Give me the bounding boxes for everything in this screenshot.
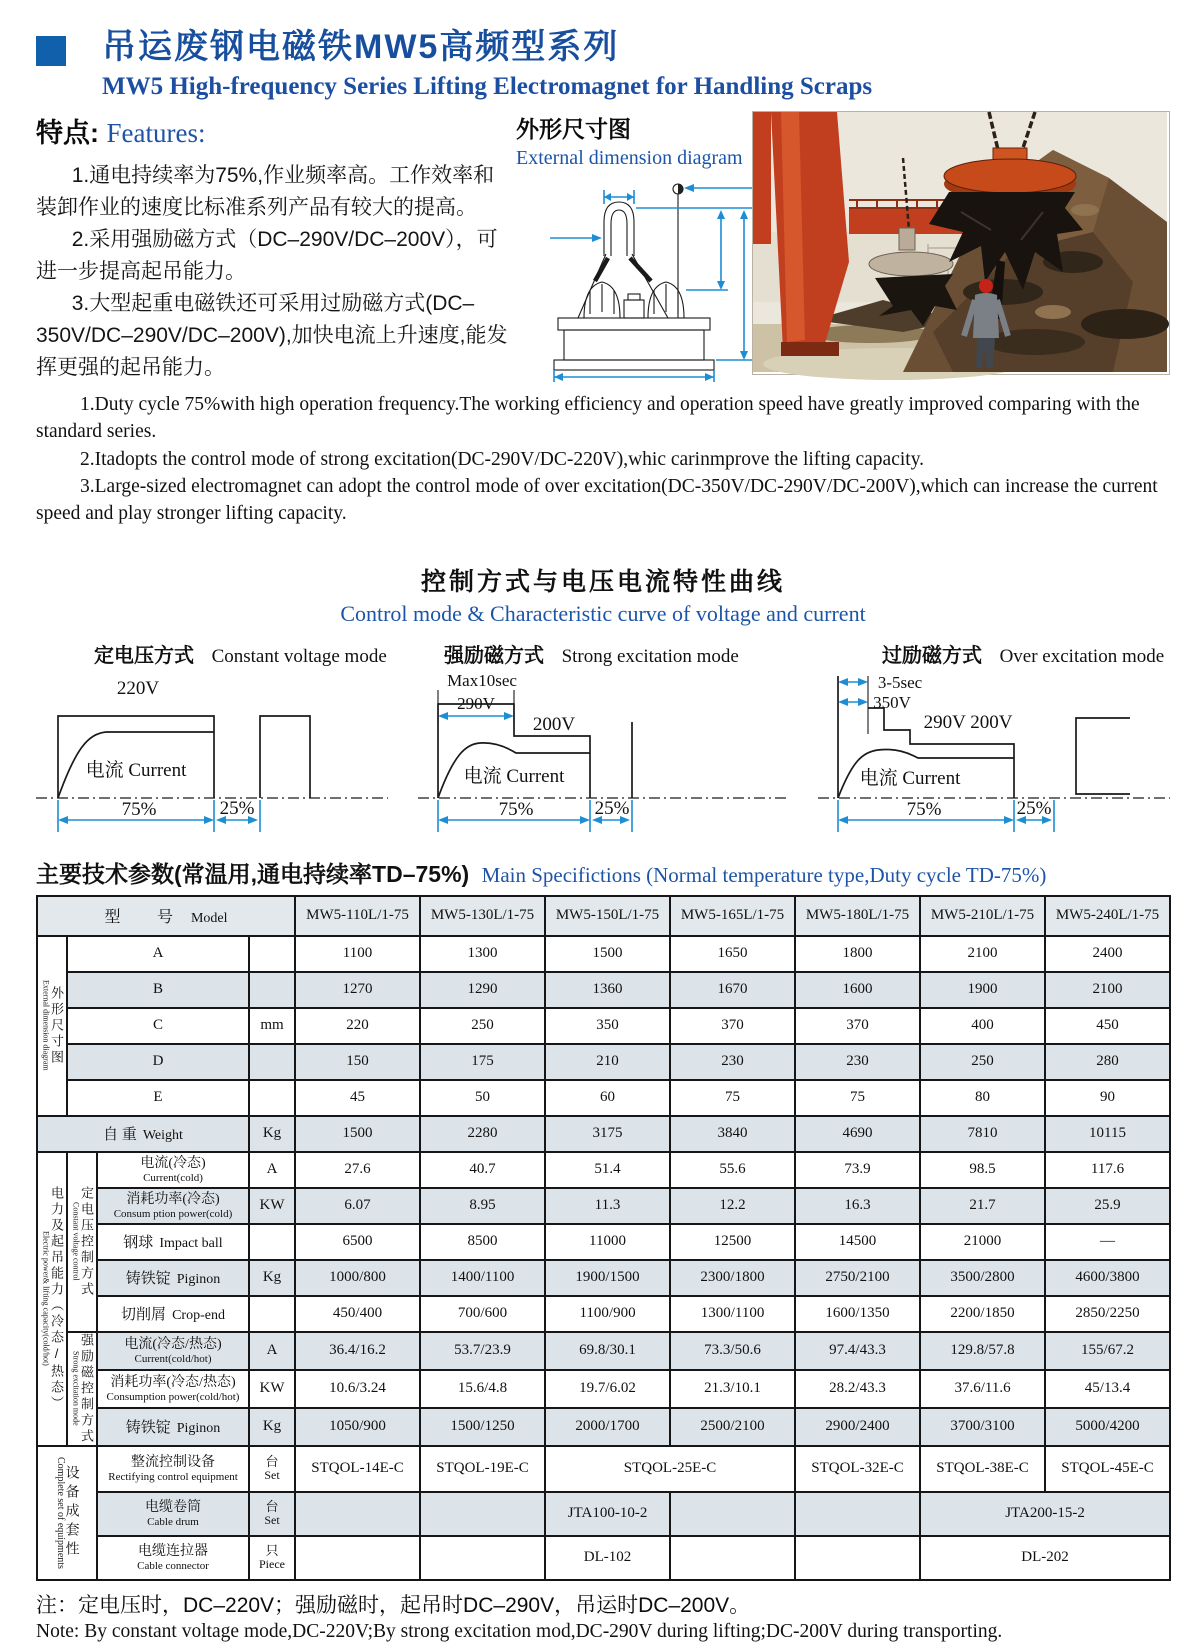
unit-cell [249, 972, 295, 1008]
spec-value-cell: 69.8/30.1 [545, 1332, 670, 1370]
chain-links [595, 258, 651, 281]
row-label: 整流控制设备 Rectifying control equipment [97, 1446, 249, 1492]
spec-value-cell: 12.2 [670, 1188, 795, 1224]
curve2-title-en: Strong excitation mode [561, 645, 739, 667]
svg-text:75%: 75% [906, 798, 942, 820]
spec-value-cell: 21.3/10.1 [670, 1370, 795, 1408]
unit-cell [249, 1080, 295, 1116]
spec-value-cell: 1650 [670, 936, 795, 972]
spec-value-cell: 2400 [1045, 936, 1170, 972]
unit-cell: mm [249, 1008, 295, 1044]
row-label: E [67, 1080, 249, 1116]
svg-text:75%: 75% [121, 798, 157, 820]
spec-value-cell: 51.4 [545, 1152, 670, 1188]
dim-diagram-title-zh: 外形尺寸图 [516, 116, 631, 143]
row-label: 消耗功率(冷态/热态) Consumption power(cold/hot) [97, 1370, 249, 1408]
spec-value-cell: 1400/1100 [420, 1260, 545, 1296]
spec-value-cell [795, 1492, 920, 1536]
spec-value-cell: 1300 [420, 936, 545, 972]
model-col: MW5-210L/1-75 [920, 896, 1045, 936]
spec-title [36, 856, 1170, 889]
model-col: MW5-150L/1-75 [545, 896, 670, 936]
dimension-lines [550, 184, 766, 382]
spec-value-cell: 1500 [295, 1116, 420, 1152]
curve1-title-en: Constant voltage mode [211, 645, 387, 667]
spec-value-cell: STQOL-45E-C [1045, 1446, 1170, 1492]
spec-value-cell: 1100 [295, 936, 420, 972]
svg-text:220V: 220V [116, 677, 160, 699]
svg-text:25%: 25% [219, 797, 255, 819]
row-label: 钢球 Impact ball [97, 1224, 249, 1260]
model-header-row [37, 896, 1170, 936]
spec-value-cell: 450/400 [295, 1296, 420, 1332]
table-row [37, 1044, 1170, 1080]
spec-value-cell: STQOL-32E-C [795, 1446, 920, 1492]
spec-value-cell: 75 [795, 1080, 920, 1116]
spec-value-cell: 175 [420, 1044, 545, 1080]
spec-value-cell: 4690 [795, 1116, 920, 1152]
unit-cell: 台 Set [249, 1492, 295, 1536]
feature-item-zh: 3.大型起重电磁铁还可采用过励磁方式(DC–350V/DC–290V/DC–200V),加快电流上升速度,能发挥更强的起吊能力。 [36, 291, 508, 379]
svg-text:290V: 290V [457, 693, 495, 713]
spec-value-cell: 1300/1100 [670, 1296, 795, 1332]
spec-value-cell: 700/600 [420, 1296, 545, 1332]
group-ext-dimension: External dimension diagram 外形尺寸图 [37, 936, 67, 1116]
table-row [37, 1008, 1170, 1044]
model-col: MW5-130L/1-75 [420, 896, 545, 936]
spec-value-cell: 98.5 [920, 1152, 1045, 1188]
page-title-zh: 吊运废钢电磁铁MW5高频型系列 [102, 28, 620, 66]
feature-item-zh: 2.采用强励磁方式（DC–290V/DC–200V），可进一步提高起吊能力。 [36, 227, 498, 283]
feature-item-en: 2.Itadopts the control mode of strong excitation(DC-290V/DC-220V),whic carinmprove the lifting capacity. [80, 448, 925, 470]
spec-value-cell: 2900/2400 [795, 1408, 920, 1446]
table-row [37, 936, 1170, 972]
spec-value-cell: 129.8/57.8 [920, 1332, 1045, 1370]
features-paragraph-en [36, 391, 1170, 527]
row-label: A [67, 936, 249, 972]
top-section [36, 111, 1170, 381]
spec-value-cell: 73.3/50.6 [670, 1332, 795, 1370]
svg-text:75%: 75% [498, 798, 534, 820]
spec-value-cell: 1800 [795, 936, 920, 972]
spec-value-cell: 6500 [295, 1224, 420, 1260]
spec-value-cell: 75 [670, 1080, 795, 1116]
spec-value-cell: DL-102 [545, 1536, 670, 1580]
spec-value-cell: 45/13.4 [1045, 1370, 1170, 1408]
spec-value-cell: 2300/1800 [670, 1260, 795, 1296]
unit-cell: KW [249, 1188, 295, 1224]
row-label: 铸铁锭 Piginon [97, 1260, 249, 1296]
unit-cell: Kg [249, 1408, 295, 1446]
unit-cell: A [249, 1152, 295, 1188]
spec-value-cell [420, 1536, 545, 1580]
svg-text:电流 Current: 电流 Current [463, 765, 565, 787]
spec-value-cell: 150 [295, 1044, 420, 1080]
spec-value-cell: 2850/2250 [1045, 1296, 1170, 1332]
svg-text:200V: 200V [532, 713, 576, 735]
feature-item-zh: 1.通电持续率为75%,作业频率高。工作效率和装卸作业的速度比标准系列产品有较大的提高。 [36, 164, 495, 219]
table-row [37, 1080, 1170, 1116]
table-row [37, 1152, 1170, 1188]
unit-cell: A [249, 1332, 295, 1370]
spec-value-cell: 10.6/3.24 [295, 1370, 420, 1408]
spec-value-cell: 230 [670, 1044, 795, 1080]
spec-value-cell: 1900/1500 [545, 1260, 670, 1296]
spec-value-cell: JTA100-10-2 [545, 1492, 670, 1536]
spec-value-cell: STQOL-14E-C [295, 1446, 420, 1492]
features-heading-zh: 特点: [36, 118, 99, 149]
dimension-diagram-block [516, 111, 788, 389]
control-title-en: Control mode & Characteristic curve of voltage and current [340, 600, 866, 626]
spec-value-cell: 37.6/11.6 [920, 1370, 1045, 1408]
table-row [37, 1224, 1170, 1260]
spec-value-cell: 53.7/23.9 [420, 1332, 545, 1370]
spec-value-cell: 1600 [795, 972, 920, 1008]
row-label: 电缆卷筒 Cable drum [97, 1492, 249, 1536]
spec-value-cell: 45 [295, 1080, 420, 1116]
spec-value-cell: 1290 [420, 972, 545, 1008]
table-row [37, 1296, 1170, 1332]
row-label: D [67, 1044, 249, 1080]
spec-value-cell: 10115 [1045, 1116, 1170, 1152]
table-row-rectifier [37, 1446, 1170, 1492]
row-label: 铸铁锭 Piginon [97, 1408, 249, 1446]
table-row-cable-connector [37, 1536, 1170, 1580]
spec-value-cell: 1050/900 [295, 1408, 420, 1446]
table-row [37, 1408, 1170, 1446]
spec-value-cell: STQOL-38E-C [920, 1446, 1045, 1492]
spec-value-cell: JTA200-15-2 [920, 1492, 1170, 1536]
spec-value-cell: 1500 [545, 936, 670, 972]
row-label: 电流(冷态) Current(cold) [97, 1152, 249, 1188]
spec-value-cell: 36.4/16.2 [295, 1332, 420, 1370]
curve3-title-en: Over excitation mode [999, 645, 1165, 667]
spec-value-cell: 16.3 [795, 1188, 920, 1224]
spec-value-cell: 73.9 [795, 1152, 920, 1188]
spec-value-cell: 50 [420, 1080, 545, 1116]
table-row [37, 1188, 1170, 1224]
spec-value-cell: 1360 [545, 972, 670, 1008]
spec-value-cell: 25.9 [1045, 1188, 1170, 1224]
spec-value-cell: 1270 [295, 972, 420, 1008]
unit-cell [249, 1296, 295, 1332]
spec-value-cell: DL-202 [920, 1536, 1170, 1580]
svg-text:350V: 350V [873, 692, 911, 712]
spec-value-cell: 6.07 [295, 1188, 420, 1224]
footnotes [36, 1589, 1170, 1643]
curve-panel-constant-voltage [36, 639, 388, 838]
spec-value-cell: 2000/1700 [545, 1408, 670, 1446]
curve3-title-zh: 过励磁方式 [882, 644, 982, 667]
spec-value-cell [295, 1536, 420, 1580]
group-constant-voltage: Constant voltage control 定电压控制方式 [67, 1152, 97, 1332]
spec-value-cell: 28.2/43.3 [795, 1370, 920, 1408]
spec-value-cell: 1100/900 [545, 1296, 670, 1332]
group-complete-set: Complete set of equipments 设备成套性 [37, 1446, 97, 1580]
curve1-plot [36, 670, 388, 838]
spec-value-cell: 97.4/43.3 [795, 1332, 920, 1370]
row-label: 消耗功率(冷态) Consum ption power(cold) [97, 1188, 249, 1224]
unit-cell: 台 Set [249, 1446, 295, 1492]
spec-value-cell: 90 [1045, 1080, 1170, 1116]
model-col: MW5-180L/1-75 [795, 896, 920, 936]
note-en: Note: By constant voltage mode,DC-220V;By strong excitation mod,DC-290V during lifting;DC-200V during transporting. [36, 1620, 1003, 1642]
spec-value-cell: 155/67.2 [1045, 1332, 1170, 1370]
unit-cell: 只 Piece [249, 1536, 295, 1580]
spec-value-cell: 3175 [545, 1116, 670, 1152]
spec-value-cell: 3840 [670, 1116, 795, 1152]
spec-value-cell: 280 [1045, 1044, 1170, 1080]
spec-value-cell: 117.6 [1045, 1152, 1170, 1188]
spec-value-cell: 210 [545, 1044, 670, 1080]
dim-diagram-title-en: External dimension diagram [516, 147, 743, 170]
spec-title-zh: 主要技术参数(常温用,通电持续率TD–75%) [36, 860, 470, 887]
spec-value-cell [295, 1492, 420, 1536]
spec-value-cell: 11.3 [545, 1188, 670, 1224]
row-label: 自 重 Weight [37, 1116, 249, 1152]
spec-value-cell: 220 [295, 1008, 420, 1044]
curve3-plot [818, 670, 1170, 838]
features-block [36, 111, 510, 383]
unit-cell: Kg [249, 1260, 295, 1296]
spec-value-cell: STQOL-25E-C [545, 1446, 795, 1492]
spec-value-cell: 55.6 [670, 1152, 795, 1188]
scrapyard-photo [752, 111, 1170, 375]
spec-value-cell: 4600/3800 [1045, 1260, 1170, 1296]
model-col: MW5-240L/1-75 [1045, 896, 1170, 936]
row-label: B [67, 972, 249, 1008]
spec-value-cell: 11000 [545, 1224, 670, 1260]
row-label: 电流(冷态/热态) Current(cold/hot) [97, 1332, 249, 1370]
curve1-title-zh: 定电压方式 [94, 644, 194, 667]
unit-cell: KW [249, 1370, 295, 1408]
unit-cell [249, 1224, 295, 1260]
spec-value-cell: 5000/4200 [1045, 1408, 1170, 1446]
spec-value-cell: 8.95 [420, 1188, 545, 1224]
spec-value-cell: 2500/2100 [670, 1408, 795, 1446]
svg-text:25%: 25% [1016, 797, 1052, 819]
dimension-diagram-drawing [516, 170, 778, 384]
spec-value-cell: 1500/1250 [420, 1408, 545, 1446]
spec-value-cell [670, 1536, 795, 1580]
spec-value-cell: 15.6/4.8 [420, 1370, 545, 1408]
spec-value-cell [670, 1492, 795, 1536]
spec-value-cell: 19.7/6.02 [545, 1370, 670, 1408]
group-electric-power: Electric power& lifting capacity(cold/hot) 电力及起吊能力（冷态/热态） [37, 1152, 67, 1446]
spec-value-cell: 1670 [670, 972, 795, 1008]
spec-value-cell: 12500 [670, 1224, 795, 1260]
unit-cell [249, 936, 295, 972]
spec-value-cell: 60 [545, 1080, 670, 1116]
spec-table [36, 895, 1171, 1581]
curve-panel-strong-excitation [418, 639, 788, 838]
spec-value-cell: 21.7 [920, 1188, 1045, 1224]
spec-value-cell: 370 [795, 1008, 920, 1044]
spec-value-cell: 3700/3100 [920, 1408, 1045, 1446]
group-strong-excitation: Strong excitation mode 强励磁控制方式 [67, 1332, 97, 1446]
spec-value-cell: 1000/800 [295, 1260, 420, 1296]
spec-value-cell: 80 [920, 1080, 1045, 1116]
svg-text:电流 Current: 电流 Current [859, 767, 961, 789]
svg-text:Max10sec: Max10sec [447, 670, 517, 690]
spec-value-cell [420, 1492, 545, 1536]
features-heading [36, 111, 510, 150]
row-label: C [67, 1008, 249, 1044]
spec-value-cell: 2100 [1045, 972, 1170, 1008]
spec-value-cell: 370 [670, 1008, 795, 1044]
spec-value-cell [795, 1536, 920, 1580]
page-header [36, 28, 1170, 101]
spec-value-cell: 2750/2100 [795, 1260, 920, 1296]
table-row-weight [37, 1116, 1170, 1152]
svg-text:25%: 25% [594, 797, 630, 819]
page-title-en: MW5 High-frequency Series Lifting Electromagnet for Handling Scraps [102, 73, 873, 101]
spec-value-cell: 1600/1350 [795, 1296, 920, 1332]
spec-value-cell: 3500/2800 [920, 1260, 1045, 1296]
feature-item-en: 3.Large-sized electromagnet can adopt the control mode of over excitation(DC-350V/DC-290V/DC-200V),which can increase the current speed and play stronger lifting capacity. [36, 475, 1158, 525]
spec-value-cell: 21000 [920, 1224, 1045, 1260]
curve-row [36, 639, 1170, 838]
spec-value-cell: 27.6 [295, 1152, 420, 1188]
spec-value-cell: 7810 [920, 1116, 1045, 1152]
svg-text:3-5sec: 3-5sec [877, 672, 923, 692]
spec-value-cell: 250 [420, 1008, 545, 1044]
table-row [37, 1332, 1170, 1370]
spec-value-cell: 2200/1850 [920, 1296, 1045, 1332]
note-zh: 注：定电压时，DC–220V；强励磁时，起吊时DC–290V，吊运时DC–200V。 [36, 1593, 751, 1617]
spec-value-cell: 250 [920, 1044, 1045, 1080]
row-label: 切削屑 Crop-end [97, 1296, 249, 1332]
table-row-cable-drum [37, 1492, 1170, 1536]
table-row [37, 1260, 1170, 1296]
spec-value-cell: — [1045, 1224, 1170, 1260]
model-col: MW5-110L/1-75 [295, 896, 420, 936]
row-label: 电缆连拉器 Cable connector [97, 1536, 249, 1580]
svg-text:电流 Current: 电流 Current [85, 759, 187, 781]
spec-value-cell: 230 [795, 1044, 920, 1080]
magnet-outline [554, 184, 714, 370]
spec-value-cell: 1900 [920, 972, 1045, 1008]
spec-value-cell: STQOL-19E-C [420, 1446, 545, 1492]
table-row [37, 1370, 1170, 1408]
spec-value-cell: 14500 [795, 1224, 920, 1260]
unit-cell: Kg [249, 1116, 295, 1152]
spec-value-cell: 400 [920, 1008, 1045, 1044]
spec-value-cell: 8500 [420, 1224, 545, 1260]
curve2-plot [418, 670, 788, 838]
svg-text:290V 200V: 290V 200V [923, 711, 1013, 733]
unit-cell [249, 1044, 295, 1080]
feature-item-en: 1.Duty cycle 75%with high operation frequency.The working efficiency and operation speed have greatly improved comparing with the standard series. [36, 394, 1140, 443]
spec-title-en: Main Specifictions (Normal temperature type,Duty cycle TD-75%) [481, 862, 1047, 887]
table-row [37, 972, 1170, 1008]
model-col: MW5-165L/1-75 [670, 896, 795, 936]
spec-value-cell: 2280 [420, 1116, 545, 1152]
curve2-title-zh: 强励磁方式 [444, 644, 544, 667]
curve-panel-over-excitation [818, 639, 1170, 838]
spec-value-cell: 40.7 [420, 1152, 545, 1188]
spec-value-cell: 450 [1045, 1008, 1170, 1044]
features-heading-en: Features: [106, 118, 206, 149]
spec-value-cell: 350 [545, 1008, 670, 1044]
spec-value-cell: 2100 [920, 936, 1045, 972]
scrapyard-photo-art [753, 112, 1167, 372]
model-header-cell: 型 号 Model [37, 896, 295, 936]
blue-square-bullet [36, 36, 66, 66]
control-title-zh: 控制方式与电压电流特性曲线 [420, 567, 785, 596]
